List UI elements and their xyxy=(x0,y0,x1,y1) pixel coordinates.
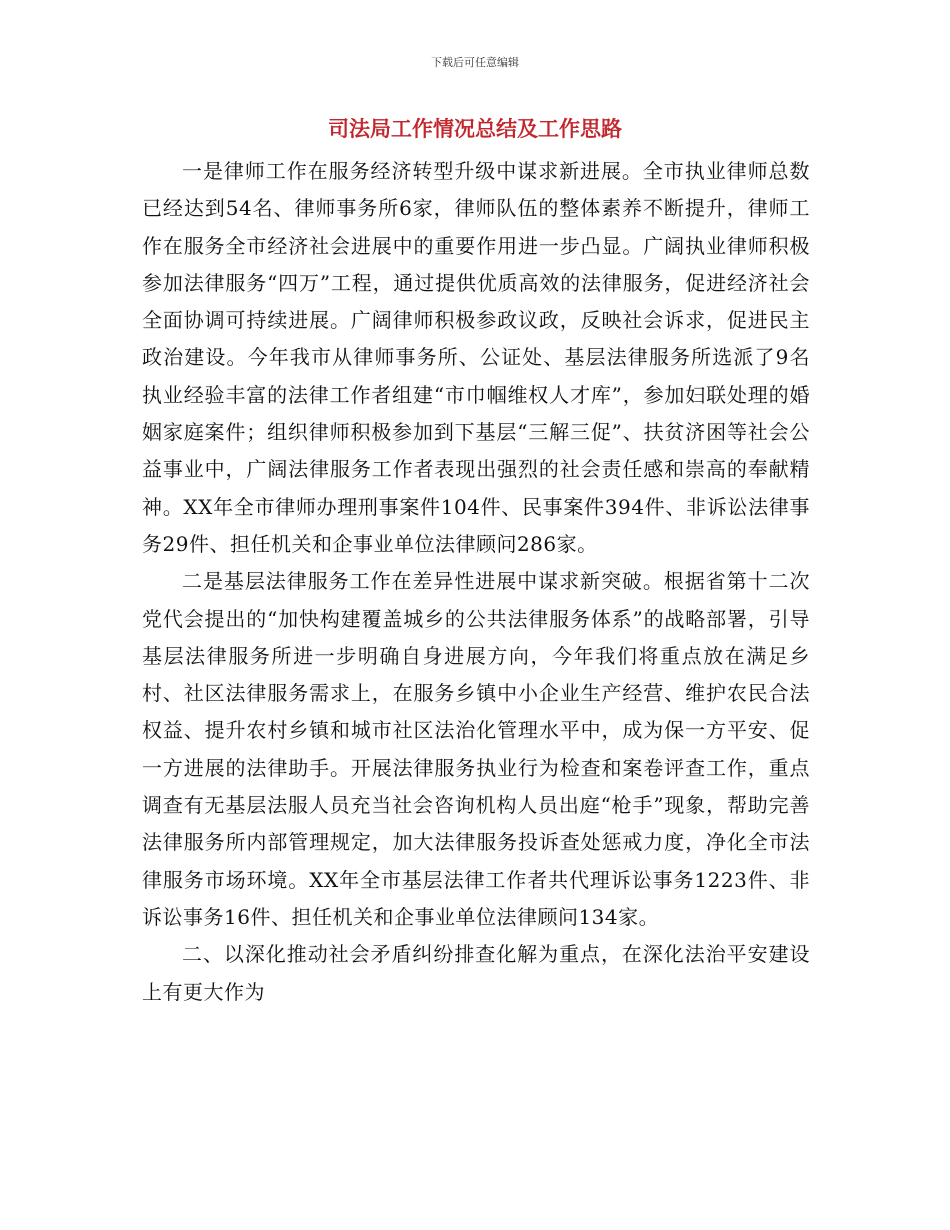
header-note: 下载后可任意编辑 xyxy=(431,56,519,69)
section-heading-two: 二、以深化推动社会矛盾纠纷排查化解为重点，在深化法治平安建设上有更大作为 xyxy=(142,942,810,1004)
paragraph-grassroots-legal-service: 二是基层法律服务工作在差异性进展中谋求新突破。根据省第十二次党代会提出的“加快构建覆盖城乡的公共法律服务体系”的战略部署，引导基层法律服务所进一步明确自身进展方向，今年我们将重点放在满足乡村、社区法律服务需求上，在服务乡镇中小企业生产经营、维护农民合法权益、提升农村乡镇和城市社区法治化管理水平中，成为保一方平安、促一方进展的法律助手。开展法律服务执业行为检查和案卷评查工作，重点调查有无基层法服人员充当社会咨询机构人员出庭“枪手”现象，帮助完善法律服务所内部管理规定，加大法律服务投诉查处惩戒力度，净化全市法律服务市场环境。XX年全市基层法律工作者共代理诉讼事务1223件、非诉讼事务16件、担任机关和企事业单位法律顾问134家。 xyxy=(142,569,810,929)
document-body xyxy=(142,153,810,1011)
paragraph-lawyer-work: 一是律师工作在服务经济转型升级中谋求新进展。全市执业律师总数已经达到54名、律师事务所6家，律师队伍的整体素养不断提升，律师工作在服务全市经济社会进展中的重要作用进一步凸显。广阔执业律师积极参加法律服务“四万”工程，通过提供优质高效的法律服务，促进经济社会全面协调可持续进展。广阔律师积极参政议政，反映社会诉求，促进民主政治建设。今年我市从律师事务所、公证处、基层法律服务所选派了9名执业经验丰富的法律工作者组建“市巾帼维权人才库”，参加妇联处理的婚姻家庭案件；组织律师积极参加到下基层“三解三促”、扶贫济困等社会公益事业中，广阔法律服务工作者表现出强烈的社会责任感和崇高的奉献精神。XX年全市律师办理刑事案件104件、民事案件394件、非诉讼法律事务29件、担任机关和企事业单位法律顾问286家。 xyxy=(142,159,810,556)
document-title: 司法局工作情况总结及工作思路 xyxy=(328,117,622,141)
